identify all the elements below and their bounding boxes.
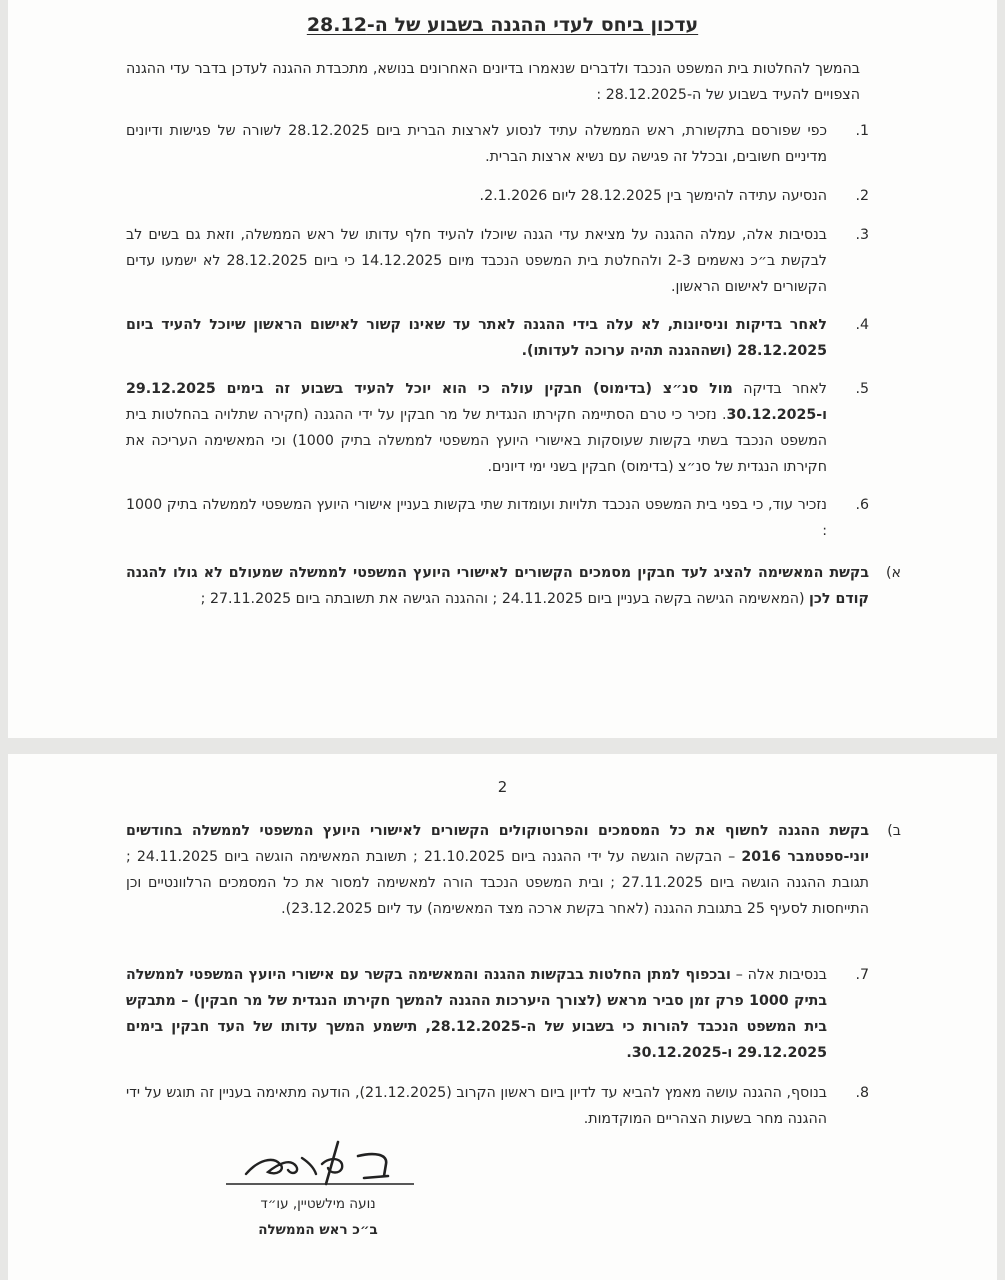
signature-block: [218, 1134, 418, 1254]
sub-clause-rest: – הבקשה הוגשה על ידי ההגנה ביום 21.10.2025 ; תשובת המאשימה הוגשה ביום 24.11.2025 ; תגובת ההגנה הוגשה ביום 27.11.2025 ; ובית המשפט הנכבד הורה למאשימה למסור את כל המסמכים הרלוונטיים וכן התייחסות לסעיף 25 בתגובת ההגנה (לאחר בקשת ארכה מצד המאשימה) עד ליום 23.12.2025).: [126, 849, 869, 917]
clause-text: נזכיר עוד, כי בפני בית המשפט הנכבד תלויות ועומדות שתי בקשות בעניין אישורי היועץ המשפטי לממשלה בתיק 1000 :: [126, 497, 827, 539]
page-number: 2: [497, 778, 508, 796]
sub-clause-b: [126, 818, 901, 922]
sub-clause-text: [126, 560, 869, 612]
document-page-2: [8, 754, 997, 1280]
clause-text: [126, 376, 827, 480]
clause-text-bold: ובכפוף למתן החלטות בבקשות ההגנה והמאשימה בקשר עם אישורי היועץ המשפטי לממשלה בתיק 1000 פרק זמן סביר מראש (לצורך היערכות ההגנה להמשך חקירתו הנגדית של מר חבקין) – מתבקש בית המשפט הנכבד להורות כי בשבוע של ה-28.12.2025, תישמע המשך עדותו של העד חבקין בימים 29.12.2025 ו-30.12.2025.: [126, 967, 828, 1061]
clause-1: [126, 118, 869, 170]
handwritten-signature: [218, 1134, 418, 1194]
clause-4: [126, 312, 869, 364]
clause-number: 4.: [855, 317, 869, 333]
clause-number: 2.: [855, 188, 869, 204]
clause-text-plain: לאחר בדיקה: [732, 381, 827, 397]
signatory-name: נועה מילשטיין, עו״ד: [260, 1196, 376, 1212]
clause-text: [126, 962, 827, 1066]
clause-8: [126, 1080, 869, 1132]
clause-number: 1.: [855, 123, 869, 139]
sub-clause-rest: (המאשימה הגישה בקשה בעניין ביום 24.11.2025 ; וההגנה הגישה את תשובתה ביום 27.11.2025 ;: [200, 591, 810, 607]
clause-3: [126, 222, 869, 300]
clause-number: 7.: [855, 967, 869, 983]
sub-clause-bold: בקשת ההגנה לחשוף את כל המסמכים והפרוטוקולים הקשורים לאישורי היועץ המשפטי לממשלה בחודשים יוני-ספטמבר 2016: [126, 823, 869, 865]
clause-5: [126, 376, 869, 480]
clause-text-rest: . נזכיר כי טרם הסתיימה חקירתו הנגדית של מר חבקין על ידי ההגנה (חקירה שתלויה בהחלטות בית המשפט הנכבד בשתי בקשות שעוסקות באישורי היועץ המשפטי לממשלה בתיק 1000) וכי המאשימה העריכה את חקירתו הנגדית של סנ״צ (בדימוס) חבקין בשני ימי דיונים.: [126, 407, 827, 475]
clause-text: בנסיבות אלה, עמלה ההגנה על מציאת עדי הגנה שיוכלו להעיד חלף עדותו של ראש הממשלה, וזאת גם בשים לב לבקשת ב״כ נאשמים 2-3 ולהחלטת בית המשפט הנכבד מיום 14.12.2025 כי ביום 28.12.2025 לא ישמעו עדים הקשורים לאישום הראשון.: [126, 227, 827, 295]
clause-text: הנסיעה עתידה להימשך בין 28.12.2025 ליום 2.1.2026.: [479, 188, 827, 204]
clause-text-plain: בנסיבות אלה –: [730, 967, 828, 983]
sub-clause-text: [126, 818, 869, 922]
signatory-office: ב״כ ראש הממשלה: [258, 1222, 378, 1238]
clause-6: [126, 492, 869, 544]
clause-number: 5.: [855, 381, 869, 397]
sub-clause-bold: בקשת המאשימה להציג לעד חבקין מסמכים הקשורים לאישורי היועץ המשפטי לממשלה שמעולם לא גולו להגנה קודם לכן: [126, 565, 869, 607]
clause-text-bold: מול סנ״צ (בדימוס) חבקין עולה כי הוא יוכל להעיד בשבוע זה בימים 29.12.2025 ו-30.12.2025: [126, 381, 827, 423]
clause-text: כפי שפורסם בתקשורת, ראש הממשלה עתיד לנסוע לארצות הברית ביום 28.12.2025 לשורה של פגישות ודיונים מדיניים חשובים, ובכלל זה פגישה עם נשיא ארצות הברית.: [126, 123, 827, 165]
clause-2: [126, 183, 869, 209]
sub-clause-label: ב): [887, 823, 901, 839]
sub-clause-a: [126, 560, 901, 612]
clause-number: 6.: [855, 497, 869, 513]
clause-number: 3.: [855, 227, 869, 243]
clause-7: [126, 962, 869, 1066]
clause-number: 8.: [855, 1085, 869, 1101]
clause-text: בנוסף, ההגנה עושה מאמץ להביא עד לדיון ביום ראשון הקרוב (21.12.2025), הודעה מתאימה בעניין זה תוגש על ידי ההגנה מחר בשעות הצהריים המוקדמות.: [126, 1085, 827, 1127]
document-title: עדכון ביחס לעדי ההגנה בשבוע של ה-28.12: [306, 14, 699, 36]
document-page-1: [8, 0, 997, 738]
intro-paragraph: בהמשך להחלטות בית המשפט הנכבד ולדברים שנאמרו בדיונים האחרונים בנושא, מתכבדת ההגנה לעדכן בדבר עדי ההגנה הצפויים להעיד בשבוע של ה-28.12.2025 :: [126, 61, 860, 103]
sub-clause-label: א): [885, 565, 901, 581]
clause-text: לאחר בדיקות וניסיונות, לא עלה בידי ההגנה לאתר עד שאינו קשור לאישום הראשון שיוכל להעיד ביום 28.12.2025 (ושההגנה תהיה ערוכה לעדותו).: [126, 317, 827, 359]
